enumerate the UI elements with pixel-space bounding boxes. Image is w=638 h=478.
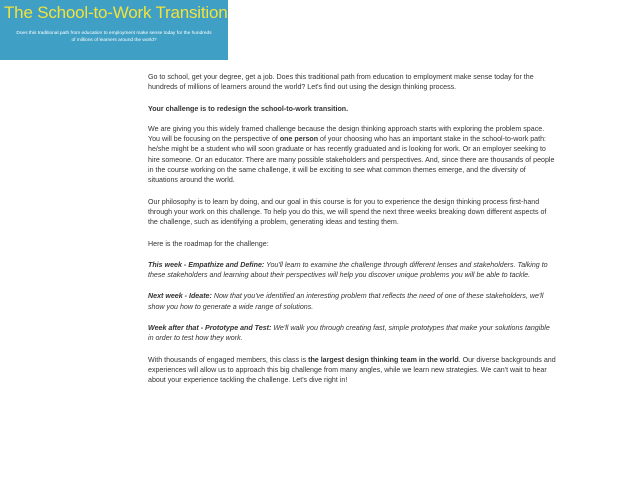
week-2-text: Now that you've identified an interesting problem that reflects the need of one of these stakeholders, we'll show you how to generate a wide range of solutions. [148, 292, 544, 311]
banner-subtitle: Does this traditional path from education to employment make sense today for the hundreds of millions of learners around the world? [16, 31, 212, 43]
week-2-label: Next week - Ideate: [148, 292, 212, 301]
challenge-statement: Your challenge is to redesign the school-to-work transition. [148, 104, 349, 113]
focus-paragraph [148, 124, 556, 186]
banner-title: The School-to-Work Transition [4, 3, 228, 22]
focus-text-emphasis: one person [279, 135, 319, 144]
intro-paragraph: Go to school, get your degree, get a job. Does this traditional path from education to employment make sense today for the hundreds of millions of learners around the world? Let's find out using the design thinking process. [148, 73, 534, 92]
closing-text-a: With thousands of engaged members, this class is [148, 355, 309, 364]
closing-text-emphasis: the largest design thinking team in the world [308, 355, 459, 364]
roadmap-week-1 [148, 260, 556, 281]
closing-text-c: . Our diverse backgrounds and experiences will allow us to approach this big challenge from many angles, while we learn new strategies. We can't wait to hear about your experience tackling the challenge. Let's dive right in! [148, 355, 556, 385]
focus-text-c: of your choosing who has an important stake in the school-to-work path: he/she might be a student who will soon graduate or has recently graduated and is looking for work. Or an employer seeking to hire someone. Or an educator. There are many possible stakeholders and perspectives. And, since there are thousands of people in the course working on the same challenge, it will be exciting to see what common themes emerge, and the diversity of situations around the world. [148, 135, 555, 185]
philosophy-paragraph: Our philosophy is to learn by doing, and our goal in this course is for you to experience the design thinking process first-hand through your work on this challenge. To help you do this, we will spend the next three weeks breaking down different aspects of the challenge, such as identifying a problem, generating ideas and testing them. [148, 197, 547, 227]
roadmap-week-2 [148, 291, 556, 312]
document-body [148, 72, 556, 397]
week-1-label: This week - Empathize and Define: [148, 260, 265, 269]
week-3-text: We'll walk you through creating fast, simple prototypes that make your solutions tangible in order to test how they work. [148, 324, 550, 343]
roadmap-intro: Here is the roadmap for the challenge: [148, 239, 269, 248]
week-1-text: You'll learn to examine the challenge through different lenses and stakeholders. Talking to these stakeholders and learning about their perspectives will help you discover unique problems you will be able to tackle. [148, 260, 548, 280]
title-banner [0, 0, 228, 60]
focus-text-a: We are giving you this widely framed challenge because the design thinking approach starts with exploring the problem space. You will be focusing on the perspective of [148, 124, 545, 144]
week-3-label: Week after that - Prototype and Test: [148, 324, 272, 333]
roadmap-week-3 [148, 323, 556, 344]
closing-paragraph [148, 355, 556, 386]
